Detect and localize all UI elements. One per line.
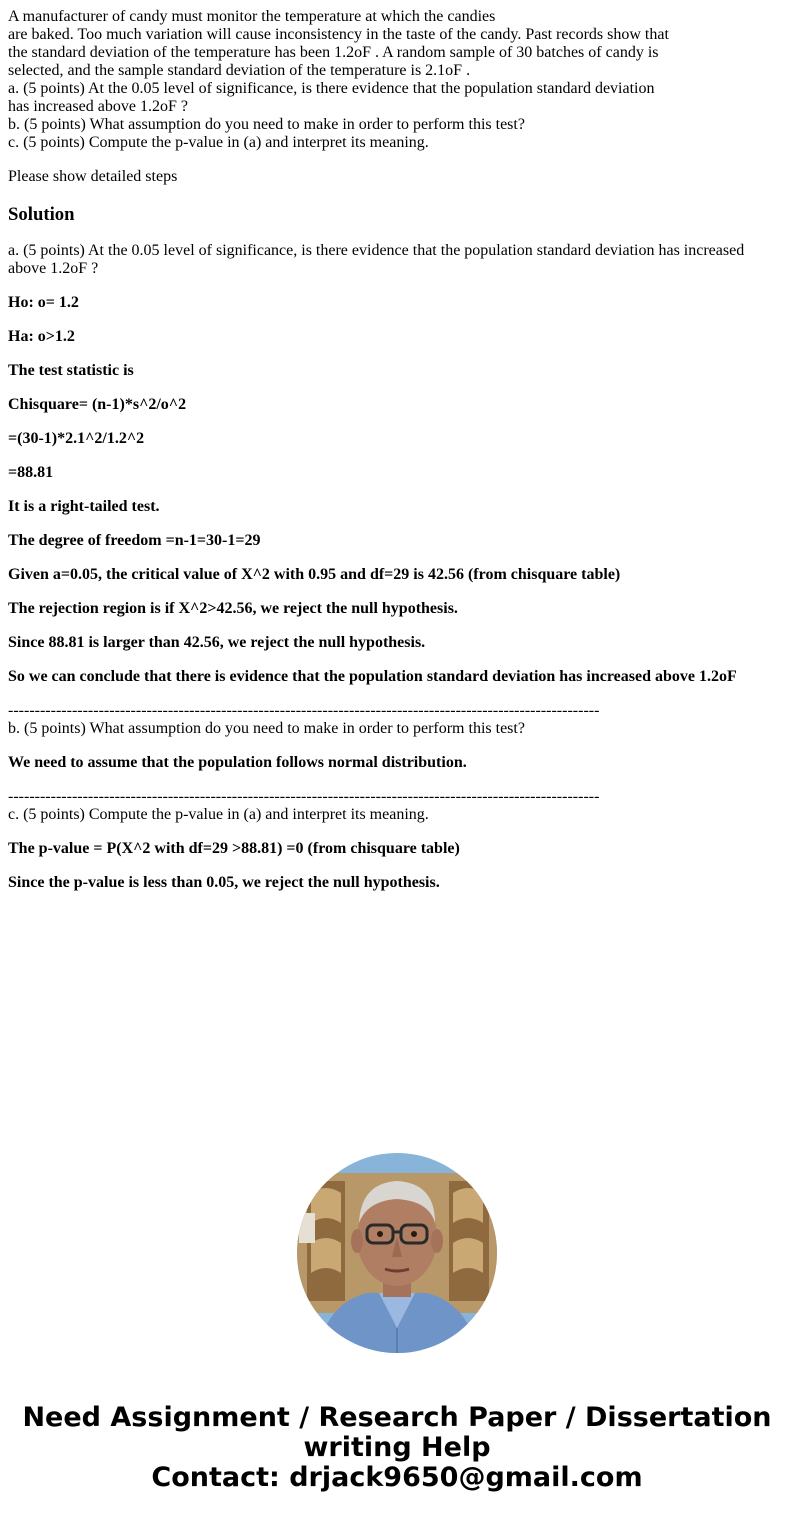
question-block (8, 8, 786, 152)
author-avatar (297, 1153, 497, 1353)
author-portrait (297, 1153, 497, 1353)
instruction-text: Please show detailed steps (8, 168, 178, 185)
question-line: A manufacturer of candy must monitor the temperature at which the candies (8, 8, 496, 25)
part-a-step: The test statistic is (8, 362, 134, 379)
question-line: selected, and the sample standard deviation of the temperature is 2.1oF . (8, 62, 471, 79)
promo-line-2: writing Help (303, 1432, 491, 1463)
part-a-step: Ha: o>1.2 (8, 328, 75, 345)
part-c-step: Since the p-value is less than 0.05, we reject the null hypothesis. (8, 874, 440, 891)
question-line: the standard deviation of the temperature has been 1.2oF . A random sample of 30 batches of candy is (8, 44, 659, 61)
part-b-question: b. (5 points) What assumption do you need to make in order to perform this test? (8, 720, 525, 737)
part-a-step: The degree of freedom =n-1=30-1=29 (8, 532, 261, 549)
promo-line-1: Need Assignment / Research Paper / Dissertation (22, 1402, 772, 1433)
part-a-step: Chisquare= (n-1)*s^2/o^2 (8, 396, 187, 413)
part-b-answer: We need to assume that the population follows normal distribution. (8, 754, 467, 771)
part-a-step: =(30-1)*2.1^2/1.2^2 (8, 430, 145, 447)
question-line: a. (5 points) At the 0.05 level of significance, is there evidence that the population standard deviation (8, 80, 655, 97)
promo-footer (0, 1403, 794, 1493)
question-line: has increased above 1.2oF ? (8, 98, 188, 115)
solution-heading: Solution (8, 204, 75, 225)
contact-email: Contact: drjack9650@gmail.com (151, 1462, 643, 1493)
part-a-step: Ho: o= 1.2 (8, 294, 79, 311)
part-c-step: The p-value = P(X^2 with df=29 >88.81) =0 (from chisquare table) (8, 840, 460, 857)
question-line: b. (5 points) What assumption do you need to make in order to perform this test? (8, 116, 525, 133)
part-a-step: So we can conclude that there is evidence that the population standard deviation has increased above 1.2oF (8, 668, 737, 685)
part-a-step: =88.81 (8, 464, 54, 481)
question-line: are baked. Too much variation will cause inconsistency in the taste of the candy. Past records show that (8, 26, 669, 43)
part-a-step: It is a right-tailed test. (8, 498, 160, 515)
separator-line: --------------------------------------------------------------------------------------------------------------- (8, 702, 600, 719)
part-a-step: Since 88.81 is larger than 42.56, we reject the null hypothesis. (8, 634, 426, 651)
part-a-question: a. (5 points) At the 0.05 level of significance, is there evidence that the population standard deviation has increased above 1.2oF ? (8, 242, 745, 277)
separator-line: --------------------------------------------------------------------------------------------------------------- (8, 788, 600, 805)
part-a-step: Given a=0.05, the critical value of X^2 with 0.95 and df=29 is 42.56 (from chisquare table) (8, 566, 621, 583)
question-line: c. (5 points) Compute the p-value in (a) and interpret its meaning. (8, 134, 429, 151)
part-c-question: c. (5 points) Compute the p-value in (a) and interpret its meaning. (8, 806, 429, 823)
document-body (8, 8, 786, 908)
part-a-step: The rejection region is if X^2>42.56, we reject the null hypothesis. (8, 600, 458, 617)
